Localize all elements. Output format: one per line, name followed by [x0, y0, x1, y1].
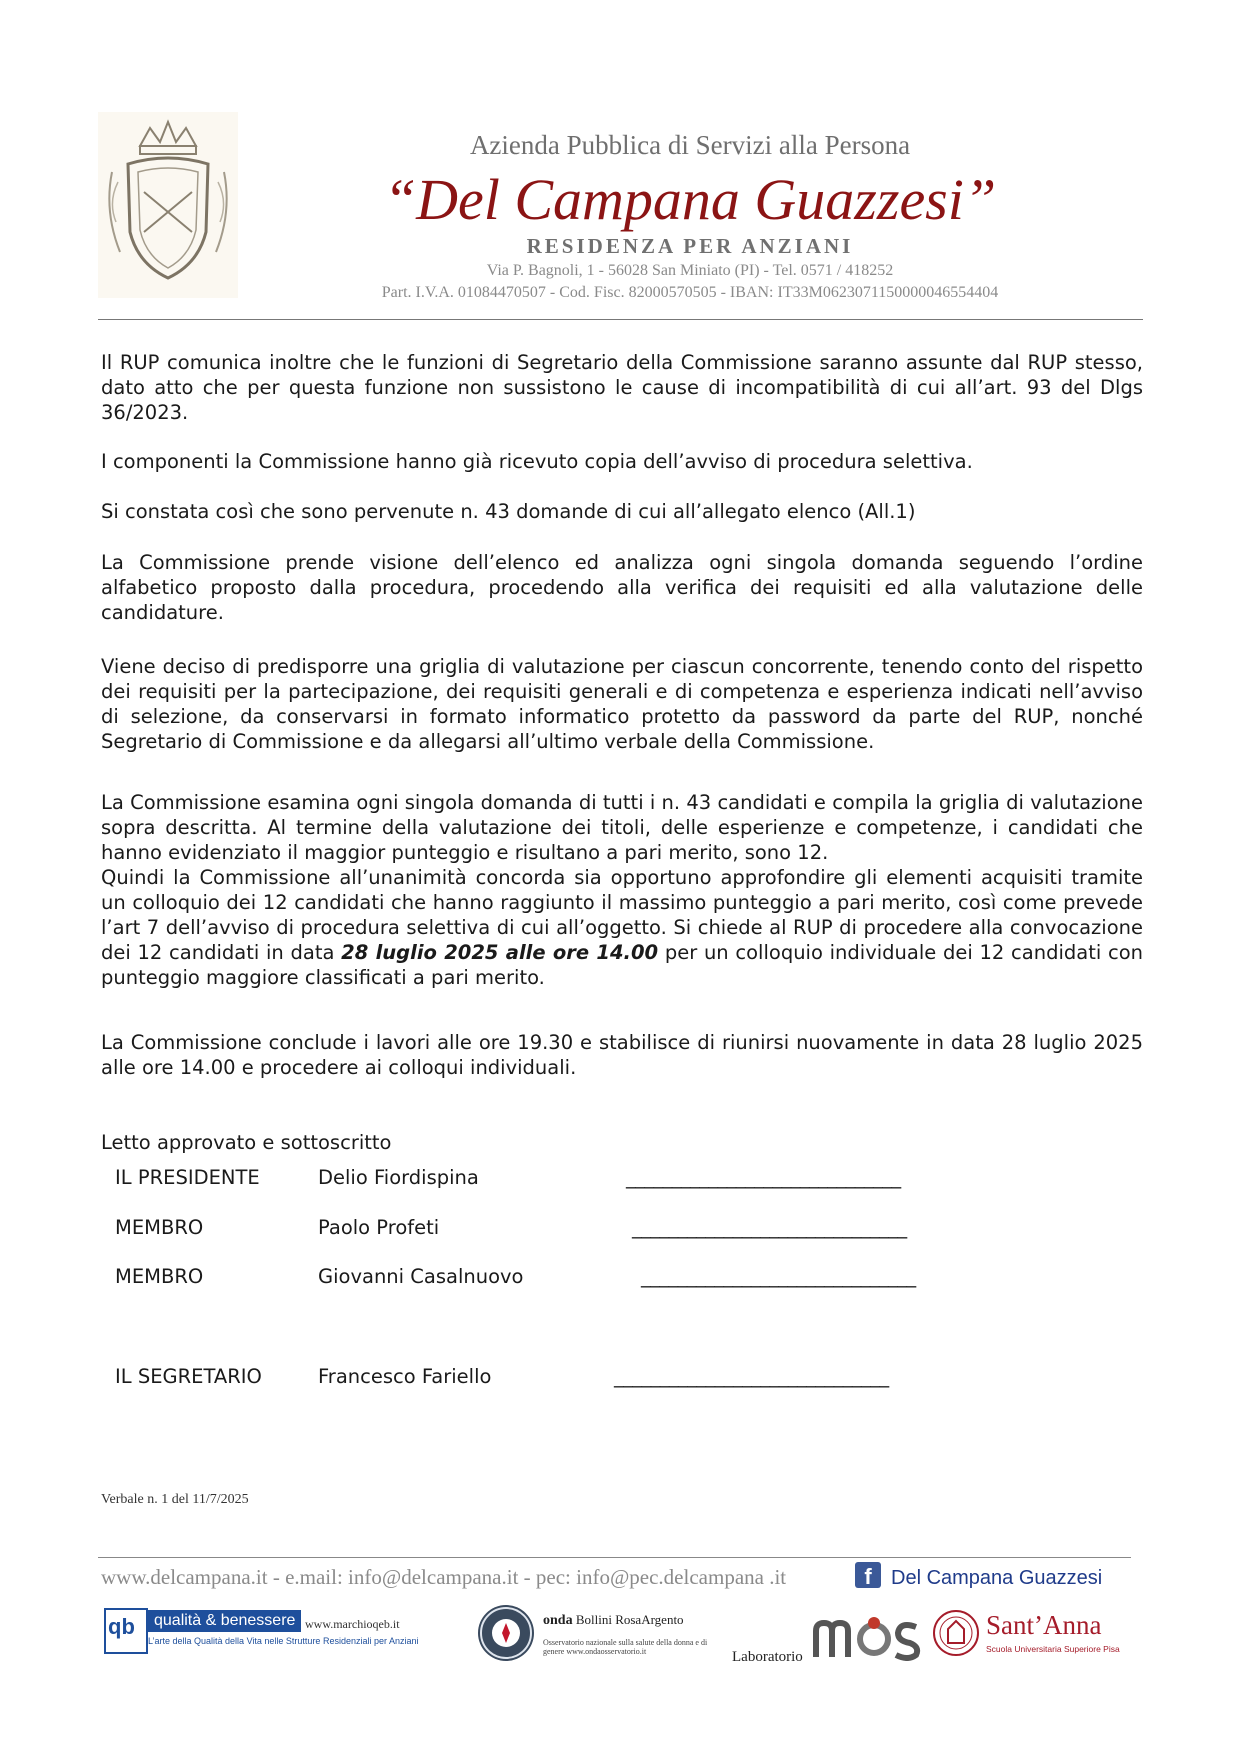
minutes-reference: Verbale n. 1 del 11/7/2025 — [101, 1492, 249, 1507]
signature-row-member-2 — [115, 1265, 1115, 1295]
signature-line: ______________________________ — [614, 1365, 889, 1388]
footer-divider — [98, 1557, 1131, 1558]
signature-name: Giovanni Casalnuovo — [318, 1265, 524, 1288]
organization-subtitle: RESIDENZA PER ANZIANI — [526, 234, 854, 258]
santanna-name: Sant’Anna — [986, 1610, 1102, 1640]
organization-address: Via P. Bagnoli, 1 - 56028 San Miniato (PI) - Tel. 0571 / 418252 — [486, 262, 894, 279]
header-divider — [98, 319, 1143, 320]
signature-line: ______________________________ — [626, 1166, 901, 1189]
qb-website[interactable]: www.marchioqeb.it — [305, 1617, 400, 1631]
signature-role: IL SEGRETARIO — [115, 1365, 262, 1388]
signature-role: MEMBRO — [115, 1265, 204, 1288]
signature-name: Francesco Fariello — [318, 1365, 492, 1388]
santanna-seal-icon — [932, 1609, 980, 1657]
coat-of-arms-logo — [98, 112, 238, 298]
santanna-subtitle: Scuola Universitaria Superiore Pisa — [986, 1644, 1120, 1654]
organization-name: “Del Campana Guazzesi” — [383, 167, 997, 232]
signature-role: IL PRESIDENTE — [115, 1166, 260, 1189]
signature-row-president — [115, 1166, 1115, 1196]
onda-seal-icon — [478, 1605, 534, 1661]
signature-line: ______________________________ — [632, 1216, 907, 1239]
paragraph-interview-convocation: Quindi la Commissione all’unanimità concorda sia opportuno approfondire gli elementi acquisiti tramite un colloquio dei 12 candidati che hanno raggiunto il massimo punteggio a pari merito, così come prevede l’art 7 dell’avviso di procedura selettiva di cui all’oggetto. Si chiede al RUP di procedere alla convocazione dei 12 candidati in data 28 luglio 2025 alle ore 14.00 per un colloquio individuale dei 12 candidati con punteggio maggiore classificati a pari merito. — [101, 866, 1143, 989]
paragraph-rup-secretary: Il RUP comunica inoltre che le funzioni di Segretario della Commissione saranno assunte dal RUP stesso, dato atto che per questa funzione non sussistono le cause di incompatibilità di cui all’art. 93 del Dlgs 36/2023. — [101, 351, 1143, 424]
qb-tagline: L’arte della Qualità della Vita nelle Strutture Residenziali per Anziani — [148, 1636, 419, 1646]
signature-line: ______________________________ — [641, 1265, 916, 1288]
laboratorio-label: Laboratorio — [732, 1649, 803, 1665]
mes-logo — [812, 1613, 922, 1661]
facebook-link[interactable]: Del Campana Guazzesi — [891, 1567, 1103, 1589]
approval-statement: Letto approvato e sottoscritto — [101, 1131, 392, 1154]
signature-name: Delio Fiordispina — [318, 1166, 479, 1189]
paragraph-evaluation-result: La Commissione esamina ogni singola domanda di tutti i n. 43 candidati e compila la griglia di valutazione sopra descritta. Al termine della valutazione dei titoli, delle esperienze e competenze, i candidati che hanno evidenziato il maggior punteggio e risultano a pari merito, sono 12. — [101, 791, 1143, 864]
facebook-icon[interactable]: f — [855, 1562, 881, 1588]
qb-mark: qb — [104, 1608, 148, 1654]
signature-role: MEMBRO — [115, 1216, 204, 1239]
paragraph-applications-count: Si constata così che sono pervenute n. 43 domande di cui all’allegato elenco (All.1) — [101, 500, 916, 523]
organization-fiscal-info: Part. I.V.A. 01084470507 - Cod. Fisc. 82000570505 - IBAN: IT33M0623071150000046554404 — [381, 284, 999, 301]
signature-row-member-1 — [115, 1216, 1115, 1246]
signature-row-secretary — [115, 1365, 1115, 1395]
footer-contacts[interactable]: www.delcampana.it - e.mail: info@delcampana.it - pec: info@pec.delcampana .it — [101, 1565, 787, 1589]
qb-title: qualità & benessere — [148, 1610, 301, 1632]
paragraph-review-order: La Commissione prende visione dell’elenco ed analizza ogni singola domanda seguendo l’ordine alfabetico proposto dalla procedura, procedendo alla verifica dei requisiti ed alla valutazione delle candidature. — [101, 551, 1143, 624]
paragraph-evaluation-grid: Viene deciso di predisporre una griglia di valutazione per ciascun concorrente, tenendo conto del rispetto dei requisiti per la partecipazione, dei requisiti generali e di competenza e esperienza indicati nell’avviso di selezione, da conservarsi in formato informatico protetto da password da parte del RUP, nonché Segretario di Commissione e da allegarsi all’ultimo verbale della Commissione. — [101, 655, 1143, 753]
paragraph-session-close: La Commissione conclude i lavori alle ore 19.30 e stabilisce di riunirsi nuovamente in data 28 luglio 2025 alle ore 14.00 e procedere ai colloqui individuali. — [101, 1031, 1143, 1079]
signature-name: Paolo Profeti — [318, 1216, 440, 1239]
onda-title: onda Bollini RosaArgento — [543, 1612, 684, 1628]
organization-type: Azienda Pubblica di Servizi alla Persona — [469, 130, 911, 160]
interview-date-emphasis: 28 luglio 2025 alle ore 14.00 — [341, 941, 659, 964]
paragraph-copy-received: I componenti la Commissione hanno già ricevuto copia dell’avviso di procedura selettiva. — [101, 450, 973, 473]
onda-subtitle: Osservatorio nazionale sulla salute della donna e di genere www.ondaosservatorio.it — [543, 1638, 708, 1656]
